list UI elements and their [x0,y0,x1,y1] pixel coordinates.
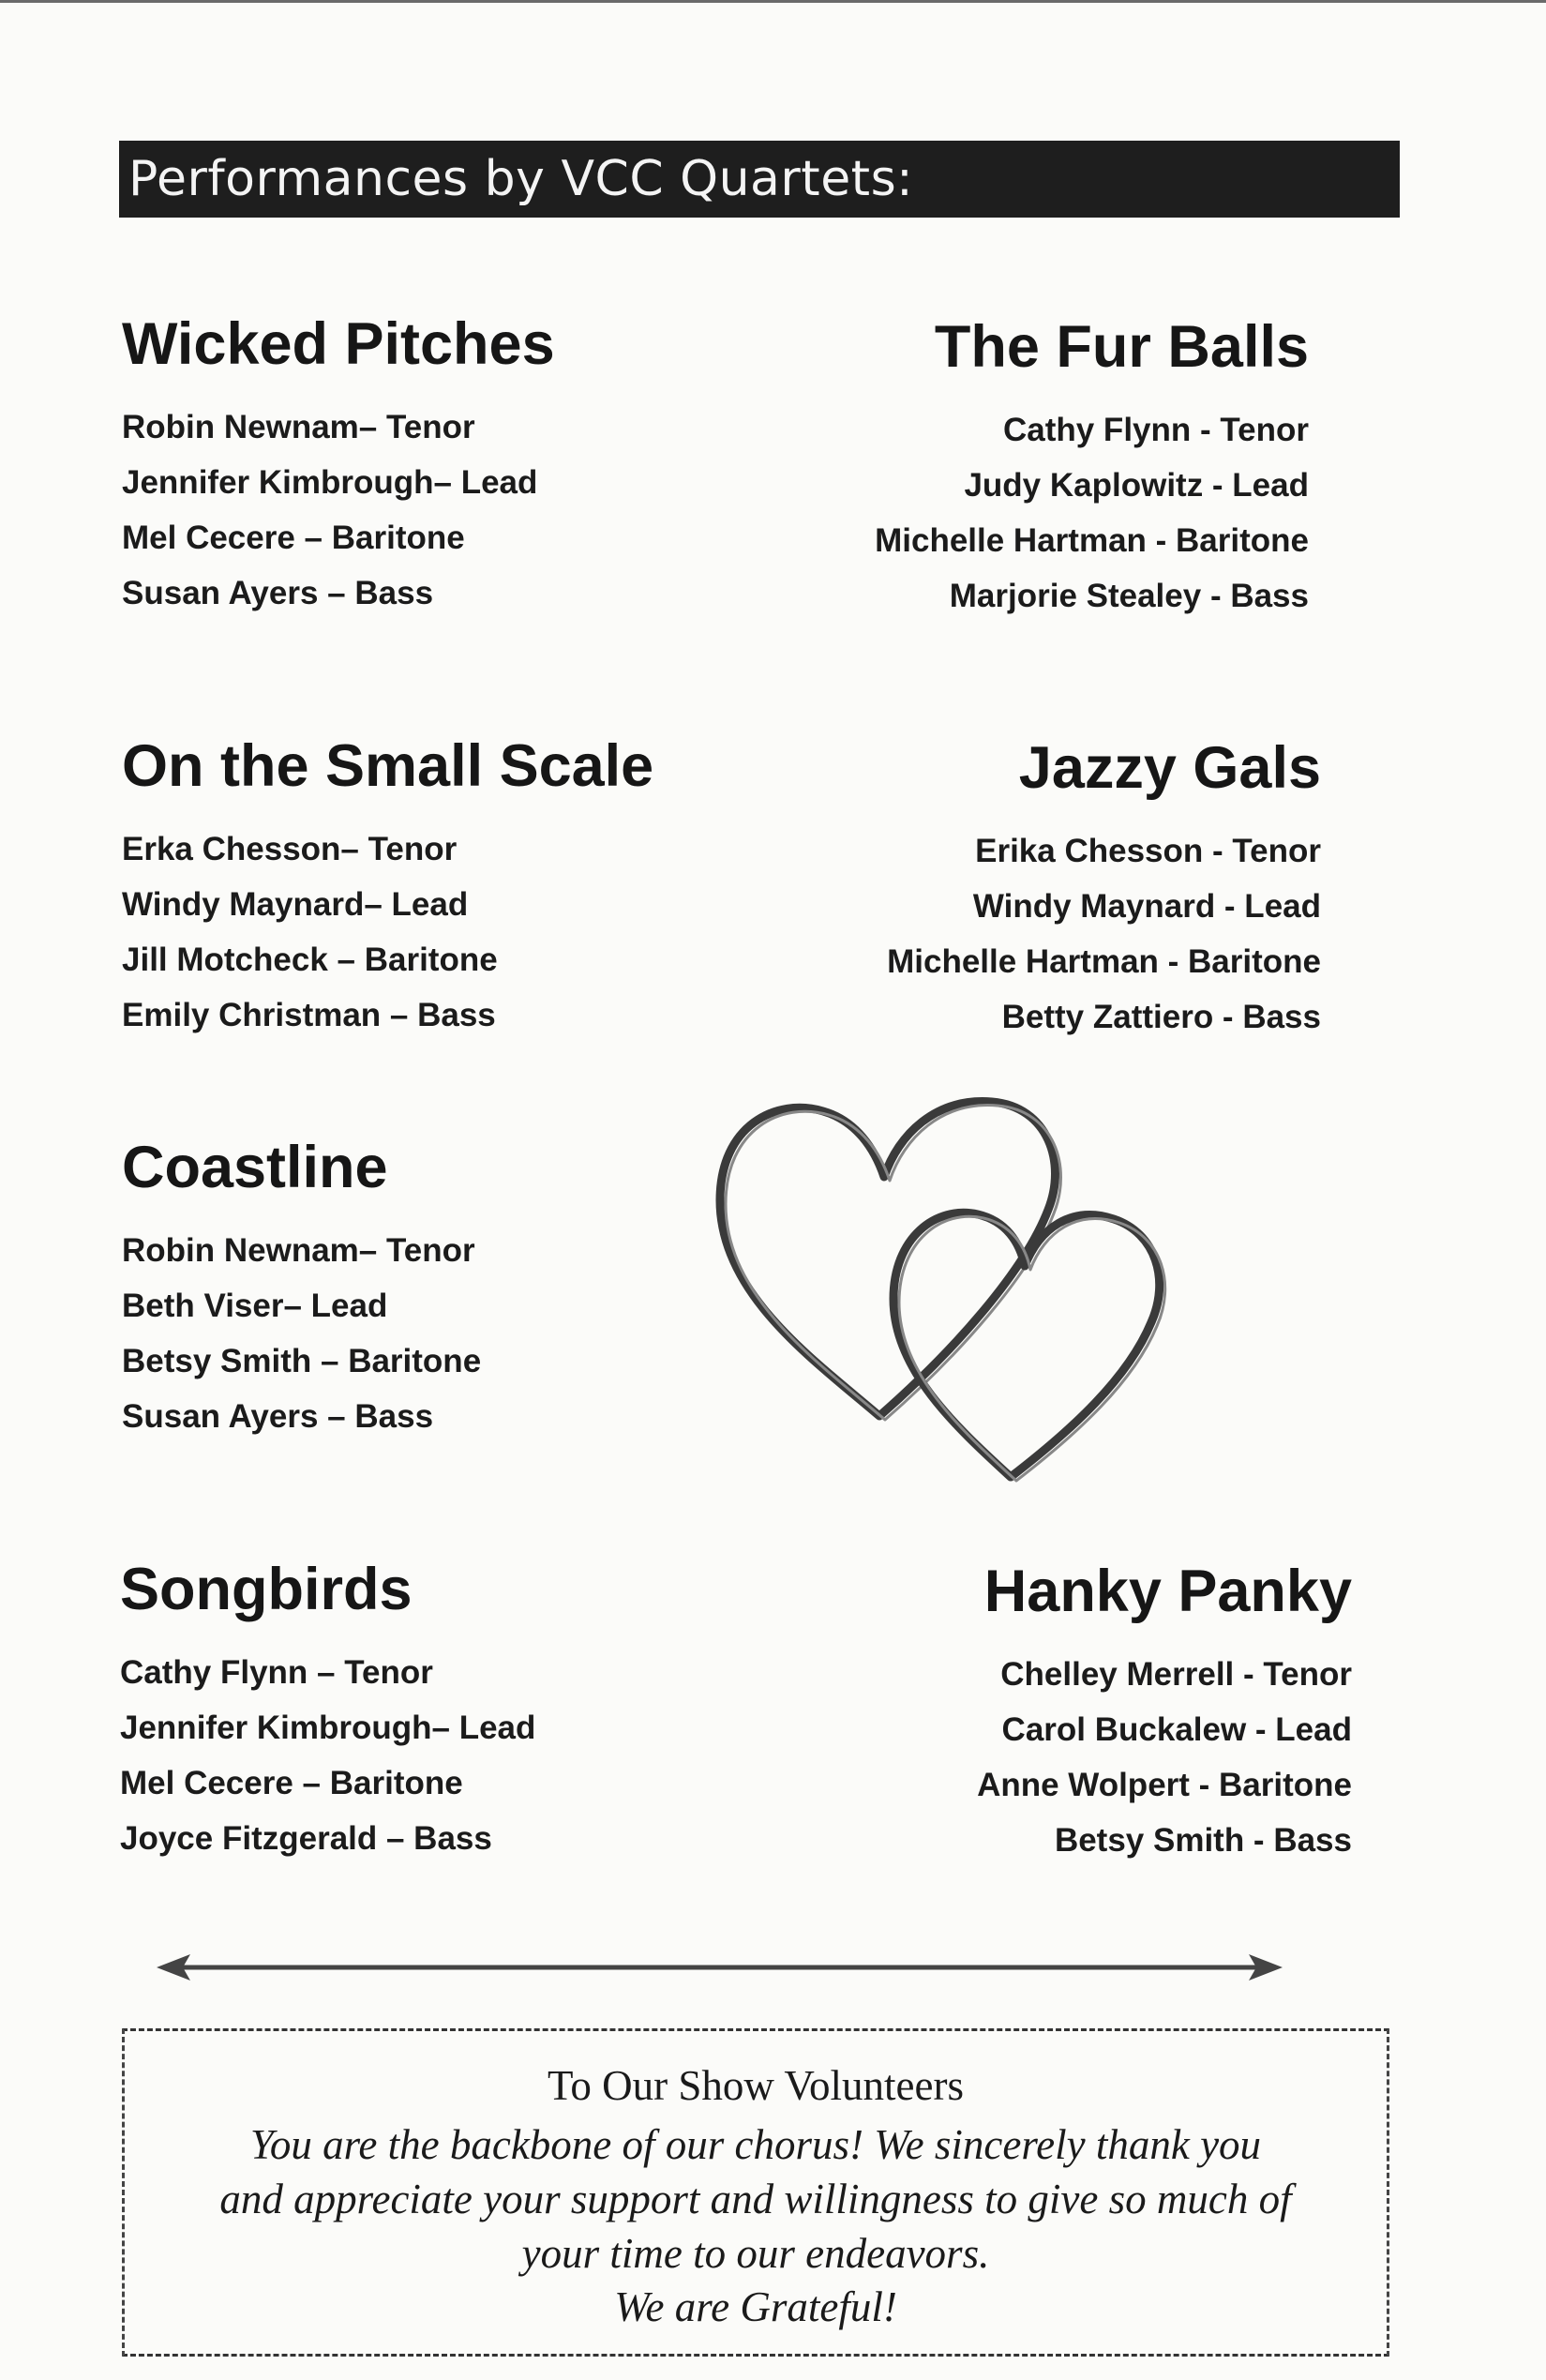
member-tenor: Chelley Merrell - Tenor [1000,1656,1352,1693]
member-list [887,823,1321,1045]
quartet-name: Jazzy Gals [1018,735,1321,801]
quartet-name: Songbirds [120,1557,413,1622]
section-header [119,141,1400,218]
volunteers-thank-you-box [122,2028,1389,2357]
member-tenor: Cathy Flynn – Tenor [120,1654,433,1691]
member-bass: Betsy Smith - Bass [1054,1822,1352,1859]
member-list [122,821,653,1043]
member-baritone: Michelle Hartman - Baritone [875,522,1309,559]
member-lead: Windy Maynard - Lead [972,888,1321,925]
member-lead: Jennifer Kimbrough– Lead [122,464,538,501]
volunteers-closing: We are Grateful! [614,2283,897,2330]
member-bass: Betty Zattiero - Bass [1001,999,1321,1035]
volunteers-message-line: your time to our endeavors. [521,2230,990,2277]
member-baritone: Michelle Hartman - Baritone [887,943,1321,980]
member-baritone: Mel Cecere – Baritone [120,1765,463,1801]
volunteers-message [143,2117,1368,2281]
quartet-name: The Fur Balls [934,314,1309,380]
quartet-name: On the Small Scale [122,733,654,799]
volunteers-message-line: You are the backbone of our chorus! We sincerely thank you [249,2121,1262,2168]
quartet-on-the-small-scale [122,731,653,1043]
page-top-edge [0,0,1546,7]
quartet-songbirds [120,1555,535,1866]
member-tenor: Erka Chesson– Tenor [122,831,458,867]
member-lead: Windy Maynard– Lead [122,886,469,923]
member-baritone: Anne Wolpert - Baritone [977,1767,1352,1803]
member-list [120,1645,535,1866]
member-lead: Judy Kaplowitz - Lead [964,467,1309,504]
interlocking-hearts-icon [701,1060,1226,1491]
member-lead: Carol Buckalew - Lead [1001,1711,1352,1748]
member-lead: Jennifer Kimbrough– Lead [120,1710,536,1746]
quartet-hanky-panky [977,1557,1352,1868]
double-arrow-divider-icon [155,1951,1284,1984]
quartet-name: Wicked Pitches [122,311,555,377]
member-list [122,1223,481,1444]
member-tenor: Robin Newnam– Tenor [122,409,475,445]
member-bass: Joyce Fitzgerald – Bass [120,1820,492,1857]
member-tenor: Robin Newnam– Tenor [122,1232,475,1269]
member-bass: Marjorie Stealey - Bass [949,578,1309,614]
volunteers-message-line: and appreciate your support and willingness to give so much of [219,2176,1292,2222]
section-title: Performances by VCC Quartets: [128,151,914,207]
member-bass: Susan Ayers – Bass [122,575,434,611]
member-bass: Susan Ayers – Bass [122,1398,434,1435]
member-list [977,1647,1352,1868]
member-lead: Beth Viser– Lead [122,1288,388,1324]
member-tenor: Cathy Flynn - Tenor [1002,412,1309,448]
member-tenor: Erika Chesson - Tenor [975,833,1321,869]
quartet-name: Coastline [122,1135,388,1200]
member-list [122,399,555,621]
quartet-coastline [122,1133,481,1444]
member-bass: Emily Christman – Bass [122,997,496,1033]
quartet-jazzy-gals [887,733,1321,1045]
quartet-the-fur-balls [875,312,1309,624]
member-baritone: Jill Motcheck – Baritone [122,941,498,978]
member-baritone: Mel Cecere – Baritone [122,520,465,556]
quartet-name: Hanky Panky [983,1559,1352,1624]
member-list [875,402,1309,624]
volunteers-title: To Our Show Volunteers [548,2062,964,2109]
quartet-wicked-pitches [122,309,555,621]
member-baritone: Betsy Smith – Baritone [122,1343,482,1379]
